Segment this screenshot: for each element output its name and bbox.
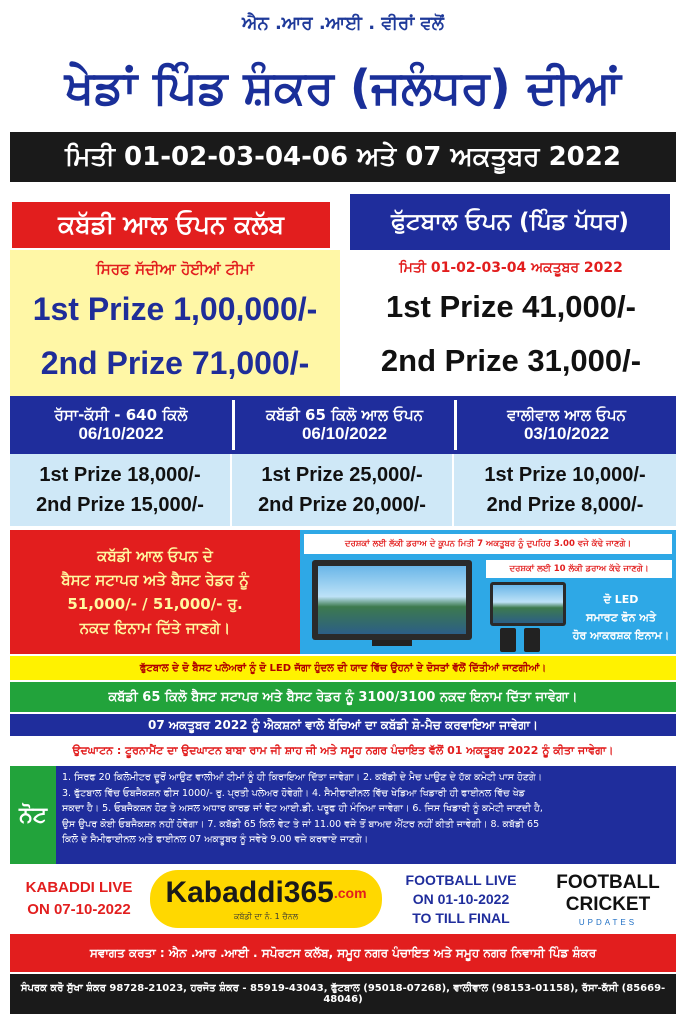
category-title: ਕਬੱਡੀ 65 ਕਿਲੋ ਆਲ ਓਪਨ <box>265 406 424 424</box>
kabaddi365-logo <box>150 870 382 928</box>
inauguration-notice: ਉਦਘਾਟਨ : ਟੂਰਨਾਮੈਂਟ ਦਾ ਉਦਘਾਟਨ ਬਾਬਾ ਰਾਮ ਜੀ ਸ਼ਾਹ ਜੀ ਅਤੇ ਸਮੂਹ ਨਗਰ ਪੰਚਾਇਤ ਵੱਲੋਂ 01 ਅਕਤੂਬਰ 2022 ਨੂੰ ਕੀਤਾ ਜਾਵੇਗਾ। <box>10 738 676 764</box>
led-prize: ਦੋ LED <box>603 593 639 606</box>
logo-main: Kabaddi365 <box>165 876 334 909</box>
category-title: ਵਾਲੀਵਾਲ ਆਲ ਓਪਨ <box>507 406 626 424</box>
award-line: ਨਕਦ ਇਨਾਮ ਦਿੱਤੇ ਜਾਣਗੇ। <box>79 619 231 637</box>
logo-football: FOOTBALL <box>556 872 660 893</box>
rules-label: ਨੋਟ <box>10 766 56 864</box>
category-title: ਰੱਸਾ-ਕੱਸੀ - 640 ਕਿਲੋ <box>54 406 188 424</box>
category-volleyball <box>454 400 676 450</box>
smartphone-image <box>500 628 516 652</box>
award-line: ਬੈਸਟ ਸਟਾਪਰ ਅਤੇ ਬੈਸਟ ਰੇਡਰ ਨੂੰ <box>61 571 249 589</box>
phone-prize: ਸਮਾਰਟ ਫੋਨ ਅਤੇ <box>586 611 656 624</box>
kabaddi-live-title: KABADDI LIVE <box>25 879 133 896</box>
lucky-draw-banner: ਦਰਸ਼ਕਾਂ ਲਈ ਲੱਕੀ ਡਰਾਅ ਦੇ ਕੂਪਨ ਮਿਤੀ 7 ਅਕਤੂਬਰ ਨੂੰ ਦੁਪਹਿਰ 3.00 ਵਜੇ ਕੱਢੇ ਜਾਣਗੇ। <box>304 534 672 554</box>
football-live-info <box>386 868 536 930</box>
welcome-bar: ਸਵਾਗਤ ਕਰਤਾ : ਐਨ .ਆਰ .ਆਈ . ਸਪੋਰਟਸ ਕਲੱਬ, ਸਮੂਹ ਨਗਰ ਪੰਚਾਇਤ ਅਤੇ ਸਮੂਹ ਨਗਰ ਨਿਵਾਸੀ ਪਿੰਡ ਸ਼ੰਕਰ <box>10 934 676 972</box>
rule-line: ਸਕਦਾ ਹੈ। 5. ਓਬਜੈਕਸ਼ਨ ਹੋਣ ਤੇ ਅਸਲ ਅਧਾਰ ਕਾਰਡ ਜਾਂ ਵੋਟ ਆਈ.ਡੀ. ਪਰੂਫ ਹੀ ਮੰਨਿਆ ਜਾਵੇਗਾ। 6. ਜਿਸ ਖਿਡਾਰੀ ਨੂੰ ਕਮੇਟੀ ਜਾਣਦੀ ਹੈ, <box>62 803 543 814</box>
logo-updates: UPDATES <box>578 917 638 927</box>
rule-line: 1. ਸਿਰਫ 20 ਕਿਲੋਮੀਟਰ ਦੂਰੋਂ ਆਉਣ ਵਾਲੀਆਂ ਟੀਮਾਂ ਨੂੰ ਹੀ ਕਿਰਾਇਆ ਦਿੱਤਾ ਜਾਵੇਗਾ। 2. ਕਬੱਡੀ ਦੇ ਮੈਚ ਪਾਉਣ ਦੇ ਹੱਕ ਕਮੇਟੀ ਪਾਸ ਹੋਣਗੇ। <box>62 772 543 783</box>
football-first-prize: 1st Prize 41,000/- <box>386 289 636 324</box>
first-prize: 1st Prize 18,000/- <box>39 464 201 486</box>
second-prize: 2nd Prize 15,000/- <box>36 494 204 516</box>
show-match-notice: 07 ਅਕਤੂਬਰ 2022 ਨੂੰ ਐਕਸ਼ਨਾਂ ਵਾਲੇ ਬੱਚਿਆਂ ਦਾ ਕਬੱਡੀ ਸ਼ੋ-ਮੈਚ ਕਰਵਾਇਆ ਜਾਵੇਗਾ। <box>10 714 676 736</box>
rules-box <box>10 766 676 864</box>
category-date: 03/10/2022 <box>523 424 610 443</box>
category-tug-of-war <box>10 400 232 450</box>
logo-text <box>150 876 382 910</box>
category-header-row <box>10 396 676 454</box>
category-kabaddi-65 <box>232 400 454 450</box>
category-prize-row <box>10 454 676 526</box>
football-prize-box <box>346 250 676 396</box>
organizer-line: ਐਨ .ਆਰ .ਆਈ . ਵੀਰਾਂ ਵਲੋਂ <box>242 12 444 34</box>
football-live-date: ON 01-10-2022 <box>412 890 510 907</box>
kabaddi-second-prize: 2nd Prize 71,000/- <box>40 344 310 381</box>
kabaddi-heading: ਕਬੱਡੀ ਆਲ ਓਪਨ ਕਲੱਬ <box>10 200 332 250</box>
category-date: 06/10/2022 <box>301 424 388 443</box>
kabaddi-live-date: ON 07-10-2022 <box>27 901 131 918</box>
football-live-title: FOOTBALL LIVE <box>405 871 517 888</box>
second-prize: 2nd Prize 8,000/- <box>486 494 644 516</box>
small-tv-image <box>490 582 566 626</box>
led-tv-image <box>312 560 472 640</box>
event-dates-bar: ਮਿਤੀ 01-02-03-04-06 ਅਤੇ 07 ਅਕਤੂਬਰ 2022 <box>10 132 676 182</box>
kabaddi-note: ਸਿਰਫ ਸੱਦੀਆ ਹੋਈਆਂ ਟੀਮਾਂ <box>95 260 255 278</box>
kabaddi-65-award-notice: ਕਬੱਡੀ 65 ਕਿਲੋ ਬੈਸਟ ਸਟਾਪਰ ਅਤੇ ਬੈਸਟ ਰੇਡਰ ਨੂੰ 3100/3100 ਨਕਦ ਇਨਾਮ ਦਿੱਤਾ ਜਾਵੇਗਾ। <box>10 682 676 712</box>
football-led-notice: ਫੁੱਟਬਾਲ ਦੇ ਦੋ ਬੈਸਟ ਪਲੇਅਰਾਂ ਨੂੰ ਦੋ LED ਜੱਗਾ ਹੁੰਦਲ ਦੀ ਯਾਦ ਵਿੱਚ ਉਹਨਾਂ ਦੇ ਦੋਸਤਾਂ ਵੱਲੋਂ ਦਿੱਤੀਆਂ ਜਾਣਗੀਆਂ। <box>10 656 676 680</box>
category-prizes <box>232 454 454 526</box>
football-heading: ਫੁੱਟਬਾਲ ਓਪਨ (ਪਿੰਡ ਪੱਧਰ) <box>350 194 670 250</box>
smartphone-image <box>524 628 540 652</box>
award-line: 51,000/- / 51,000/- ਰੁ. <box>67 595 243 613</box>
category-date: 06/10/2022 <box>78 424 164 443</box>
first-prize: 1st Prize 25,000/- <box>261 464 423 486</box>
contact-bar: ਸੰਪਰਕ ਕਰੋ ਸੁੱਖਾ ਸ਼ੰਕਰ 98728-21023, ਹਰਜੋਤ ਸ਼ੰਕਰ - 85919-43043, ਫੁੱਟਬਾਲ (95018-07268), ਵਾਲੀਵਾਲ (98153-01158), ਰੱਸਾ-ਕੱਸੀ (85669-48046) <box>10 974 676 1014</box>
other-prize: ਹੋਰ ਆਕਰਸ਼ਕ ਇਨਾਮ। <box>572 629 670 642</box>
live-stream-row <box>10 866 676 932</box>
kabaddi-live-info <box>10 872 148 926</box>
prize-list <box>570 586 672 650</box>
logo-suffix: .com <box>333 885 367 901</box>
kabaddi-first-prize: 1st Prize 1,00,000/- <box>32 290 318 327</box>
rule-line: 3. ਫੁੱਟਬਾਲ ਵਿੱਚ ਓਬਜੈਕਸ਼ਨ ਫੀਸ 1000/- ਰੁ. ਪ੍ਰਤੀ ਪਲੇਅਰ ਹੋਵੇਗੀ। 4. ਸੈਮੀਫਾਈਨਲ ਵਿੱਚ ਖੇਡਿਆ ਖਿਡਾਰੀ ਹੀ ਫਾਈਨਲ ਵਿੱਚ ਖੇਡ <box>62 787 525 799</box>
rules-text <box>62 770 670 862</box>
category-prizes <box>454 454 676 526</box>
page-title: ਖੇਡਾਂ ਪਿੰਡ ਸ਼ੰਕਰ (ਜਲੰਧਰ) ਦੀਆਂ <box>64 60 622 114</box>
logo-tagline: ਕਬੱਡੀ ਦਾ ਨੰ. 1 ਚੈਨਲ <box>233 912 299 921</box>
football-dates: ਮਿਤੀ 01-02-03-04 ਅਕਤੂਬਰ 2022 <box>399 260 623 276</box>
football-live-until: TO TILL FINAL <box>412 909 510 926</box>
rule-line: ਉਸ ਉਪਰ ਕੋਈ ਓਬਜੈਕਸ਼ਨ ਨਹੀਂ ਹੋਵੇਗਾ। 7. ਕਬੱਡੀ 65 ਕਿਲੋ ਵੇਟ ਤੇ ਜਾਂ 11.00 ਵਜੇ ਤੋਂ ਬਾਅਦ ਐਂਟਰ ਨਹੀਂ ਕੀਤੀ ਜਾਵੇਗੀ। 8. ਕਬੱਡੀ 65 <box>62 818 540 830</box>
draw-count-note: ਦਰਸ਼ਕਾਂ ਲਈ 10 ਲੱਕੀ ਡਰਾਅ ਕੱਢੇ ਜਾਣਗੇ। <box>486 560 672 578</box>
lucky-draw-box <box>300 530 676 654</box>
logo-cricket: CRICKET <box>565 894 651 915</box>
kabaddi-prize-box <box>10 250 340 396</box>
best-player-award-box <box>10 530 300 654</box>
rule-line: ਕਿਲੋ ਦੇ ਸੈਮੀਫਾਈਨਲ ਅਤੇ ਫਾਈਨਲ 07 ਅਕਤੂਬਰ ਨੂੰ ਸਵੇਰੇ 9.00 ਵਜੇ ਕਰਵਾਏ ਜਾਣਗੇ। <box>62 834 369 845</box>
award-line: ਕਬੱਡੀ ਆਲ ਓਪਨ ਦੇ <box>97 547 213 565</box>
football-cricket-logo <box>540 868 676 930</box>
tv-stand <box>372 640 412 646</box>
category-prizes <box>10 454 232 526</box>
football-second-prize: 2nd Prize 31,000/- <box>380 343 642 378</box>
second-prize: 2nd Prize 20,000/- <box>258 494 426 516</box>
first-prize: 1st Prize 10,000/- <box>484 464 646 486</box>
